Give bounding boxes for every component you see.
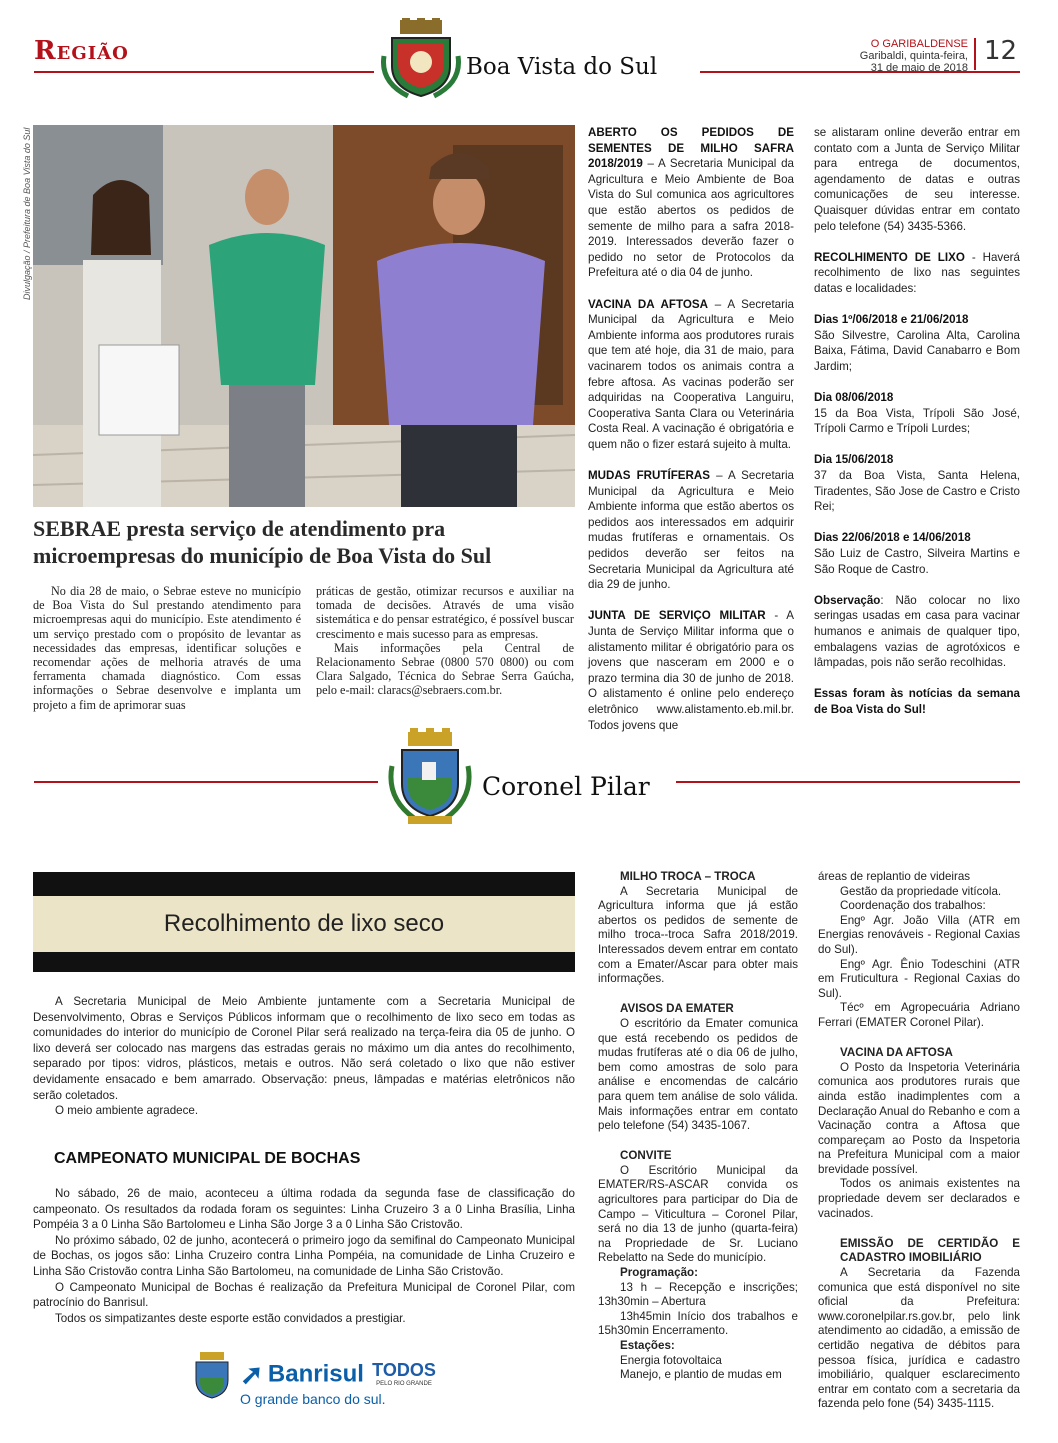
banner-black-top (33, 872, 575, 896)
bochas-paragraph-4: Todos os simpatizantes deste esporte estão convidados a prestigiar. (55, 1311, 406, 1325)
avisos-title: AVISOS DA EMATER (620, 1002, 734, 1016)
lixo-date-4 (814, 530, 1020, 577)
header-rule-left (34, 71, 374, 73)
bvs-closing (814, 686, 1020, 717)
news-lixo-text: - Haverá recolhimento de lixo nas seguintes datas e localidades: (814, 250, 1020, 295)
news-mudas (588, 468, 794, 593)
programacao-1: 13 h – Recepção e inscrições; 13h30min – Abertura (598, 1280, 798, 1309)
col4-line-1: áreas de replantio de videiras (818, 870, 971, 883)
sebrae-paragraph-1: No dia 28 de maio, o Sebrae esteve no município de Boa Vista do Sul prestando atendimento para microempresas aqui do município. Este atendimento é um serviço prestado com o propósito de levantar as necessidades das empresas, identificar soluções e recomendar ações de melhoria através de uma ferramenta chamada diagnóstico. Com essas informações o Sebrae desenvolve e implanta um projeto a fim de aprimorar suas (33, 584, 301, 712)
news-junta (588, 608, 794, 733)
headline-line-1: SEBRAE presta serviço de atendimento pra (33, 516, 446, 541)
coronel-city-title: Coronel Pilar (482, 772, 650, 801)
vacina-text: O Posto da Inspetoria Veterinária comunica aos produtores rurais que ainda estão inadimplentes com a Declaração Anual do Rebanho e com a Vacinação contra a Aftosa que compareçam ao Posto da Inspetoria na Prefeitura Municipal com a maior brevidade possível. (818, 1060, 1020, 1176)
lixo-seco-thanks: O meio ambiente agradece. (55, 1104, 199, 1118)
lixo-date-2-text: 15 da Boa Vista, Trípoli São José, Trípoli Carmo e Trípoli Lurdes; (814, 406, 1020, 436)
coronel-rule-right (676, 781, 1020, 783)
lixo-date-1 (814, 312, 1020, 374)
banner-black-bottom (33, 952, 575, 972)
convite-text: O Escritório Municipal da EMATER/RS-ASCAR convida os agricultores para participar do Dia de Campo – Viticultura – Coronel Pilar, será no dia 13 de junho (quarta-feira) na Propriedade de Sr. Luciano Rebelatto na Sede do município. (598, 1163, 798, 1265)
bochas-paragraph-1: No sábado, 26 de maio, aconteceu a última rodada da segunda fase de classificação do campeonato. Os resultados da rodada foram os seguintes: Linha Cruzeiro 3 a 0 Linha Brasília, Linha Pompéia 3 a 0 Linha São Bartolomeu e Linha São Jorge 3 a 0 Linha São Cristovão. (33, 1187, 575, 1232)
bochas-title: CAMPEONATO MUNICIPAL DE BOCHAS (54, 1150, 361, 1167)
programacao-2: 13h45min Início dos trabalhos e 15h30min Encerramento. (598, 1309, 798, 1338)
sebrae-col-1 (33, 584, 301, 712)
masthead (850, 38, 968, 74)
lixo-date-2-title: Dia 08/06/2018 (814, 391, 894, 405)
banner-beige (33, 896, 575, 952)
emissao-title: EMISSÃO DE CERTIDÃO E CADASTRO IMOBILIÁRIO (840, 1236, 1020, 1265)
bvs-news-col-4 (814, 125, 1020, 733)
photo-credit: Divulgação / Prefeitura de Boa Vista do Sul (22, 127, 32, 300)
photo-scene (33, 125, 575, 507)
col4-line-6: Técº em Agropecuária Adriano Ferrari (EMATER Coronel Pilar). (818, 1001, 1020, 1029)
lixo-date-4-text: São Luiz de Castro, Silveira Martins e São Roque de Castro. (814, 547, 1020, 576)
estacoes-2: Manejo, e plantio de mudas em (620, 1368, 782, 1382)
news-sementes-text: – A Secretaria Municipal da Agricultura e Meio Ambiente de Boa Vista do Sul comunica aos agricultores que estão abertos os pedidos de semente de milho para a safra 2018-2019. Interessados deverão fazer o pedido no setor de Protocolos da Prefeitura até o dia 04 de junho. (588, 157, 794, 280)
programacao-title: Programação: (620, 1266, 698, 1280)
coronel-col-4 (818, 870, 1020, 1412)
sebrae-paragraph-2: práticas de gestão, otimizar recursos e auxiliar na tomada de decisões. Através de uma visão sistemática e do pensar estratégico, é possível buscar crescimento e mais sucesso para as empresas. (316, 584, 574, 641)
lixo-date-4-title: Dias 22/06/2018 e 14/06/2018 (814, 531, 971, 545)
lixo-observacao (814, 593, 1020, 671)
banner-title: Recolhimento de lixo seco (163, 910, 445, 937)
banrisul-arrow-icon: ➚ (240, 1359, 264, 1390)
lixo-date-3-text: 37 da Boa Vista, Santa Helena, Tiradentes, São Jose de Castro e Cristo Rei; (814, 469, 1020, 514)
city-title: Boa Vista do Sul (466, 54, 658, 80)
headline-line-2: microempresas do município de Boa Vista do Sul (33, 543, 492, 568)
col4-line-5: Engº Agr. Ênio Todeschini (ATR em Fruticultura - Regional Caxias do Sul). (818, 957, 1020, 1000)
news-vacina (588, 297, 794, 453)
boa-vista-crest-icon (378, 16, 464, 102)
news-sementes-title: ABERTO OS PEDIDOS DE SEMENTES DE MILHO SAFRA 2018/2019 (588, 126, 794, 171)
banrisul-logo (240, 1358, 386, 1407)
news-sementes (588, 125, 794, 281)
dateline-date: 31 de maio de 2018 (870, 62, 968, 74)
lixo-observacao-text: : Não colocar no lixo seringas usadas em casa para vacinar humanos e animais de qualquer tipo, embalagens vazias de agrotóxicos e lâmpadas, pois não serão recolhidas. (814, 593, 1020, 670)
emissao-text: A Secretaria da Fazenda comunica que está disponível no site oficial da Prefeitura: www.coronelpilar.rs.gov.br, pelo link atendimento ao cidadão, a emissão de certidão negativa de débitos para pessoa física, jurídica e cadastro imobiliário, qualquer esclarecimento entrar em contato com a secretaria da fazenda pelo fone (54) 3435-1115. (818, 1266, 1020, 1411)
lixo-date-3 (814, 452, 1020, 514)
lixo-date-3-title: Dia 15/06/2018 (814, 453, 894, 467)
newspaper-name: O GARIBALDENSE (870, 38, 968, 50)
col4-line-4: Engº Agr. João Villa (ATR em Energias renováveis - Regional Caxias do Sul). (818, 913, 1020, 956)
avisos-text: O escritório da Emater comunica que está recebendo os pedidos de mudas frutíferas até o dia 06 de julho, bem como amostras de solo para análise e encomendas de calcário para quem tem análise de solo válida. Mais informações entrar em contato pelo telefone (54) 3435-1067. (598, 1016, 798, 1133)
bochas-paragraph-3: O Campeonato Municipal de Bochas é realização da Prefeitura Municipal de Coronel Pilar, com patrocínio do Banrisul. (33, 1280, 575, 1310)
milho-text: A Secretaria Municipal de Agricultura informa que já estão abertos os pedidos de semente de milho troca--troca Safra 2018/2019. Interessados devem entrar em contato com a Emater/Ascar para obter mais informações. (598, 884, 798, 986)
col4-line-3: Coordenação dos trabalhos: (840, 899, 986, 913)
news-lixo (814, 250, 1020, 297)
col4-line-2: Gestão da propriedade vitícola. (840, 884, 1002, 898)
news-junta-text: - A Junta de Serviço Militar informa que o alistamento militar é obrigatório para os jovens que nasceram em 2000 e o prazo termina dia 30 de junho de 2018. O alistamento é online pelo endereço eletrônico www.alistamento.eb.mil.br. Todos jovens que (588, 609, 794, 732)
junta-continued: se alistaram online deverão entrar em contato com a Junta de Serviço Militar para entrega de documentos, agendamento de datas e outras comunicações de seu interesse. Quaisquer dúvidas entrar em contato pelo telefone (54) 3435-5366. (814, 126, 1020, 233)
lixo-seco-paragraph: A Secretaria Municipal de Meio Ambiente juntamente com a Secretaria Municipal de Desenvolvimento, Obras e Serviços Públicos informam que o recolhimento de lixo seco em todas as comunidades do interior do município de Coronel Pilar será realizado na terça-feira dia 05 de junho. O lixo deverá ser colocado nas margens das estradas gerais no máximo um dia antes do recolhimento, separado por tipos: vidros, plásticos, metais e outros. Não será coletado o lixo que não estiver devidamente ensacado e bem amarrado. Observação: pneus, lâmpadas e matérias eletrônicos não serão coletados. (33, 995, 575, 1102)
dateline-day: Garibaldi, quinta-feira, (859, 50, 968, 62)
vacina-title: VACINA DA AFTOSA (840, 1046, 953, 1060)
sebrae-photo (33, 125, 575, 507)
vacina-text-2: Todos os animais existentes na propriedade devem ser declarados e vacinados. (818, 1177, 1020, 1220)
lixo-seco-article (33, 994, 575, 1119)
news-lixo-title: RECOLHIMENTO DE LIXO (814, 250, 965, 264)
banrisul-slogan: O grande banco do sul. (240, 1391, 386, 1407)
milho-title: MILHO TROCA – TROCA (620, 870, 756, 883)
coronel-rule-left (34, 781, 378, 783)
bochas-article (33, 1186, 575, 1326)
news-mudas-title: MUDAS FRUTÍFERAS (588, 469, 711, 483)
bochas-paragraph-2: No próximo sábado, 02 de junho, acontecerá o primeiro jogo da semifinal do Campeonato Municipal de Bochas, os jogos são: Linha Cruzeiro contra Linha Pompéia, na comunidade de Linha Cruzeiro e Linha São Cristovão contra Linha São Bartolomeu, na comunidade de Linha São Cristovão. (33, 1233, 575, 1278)
todos-text: TODOS (372, 1360, 436, 1380)
news-vacina-title: VACINA DA AFTOSA (588, 297, 708, 311)
page-number: 12 (984, 36, 1018, 66)
lixo-date-1-title: Dias 1º/06/2018 e 21/06/2018 (814, 313, 969, 327)
sebrae-paragraph-3: Mais informações pela Central de Relacionamento Sebrae (0800 570 0800) ou com Clara Salgado, Técnica do Sebrae Serra Gaúcha, pelo e-mail: claracs@sebraers.com.br. (316, 640, 574, 698)
lixo-date-1-text: São Silvestre, Carolina Alta, Carolina Baixa, Fátima, David Canabarro e Bom Jardim; (814, 328, 1020, 373)
page-separator (974, 38, 976, 70)
todos-subtext: PELO RIO GRANDE (376, 1381, 432, 1387)
todos-logo (372, 1360, 436, 1387)
news-vacina-text: – A Secretaria Municipal da Agricultura e Meio Ambiente informa aos produtores rurais que tem até hoje, dia 31 de maio, para vacinarem todos os animais contra a febre aftosa. As vacinas poderão ser adquiridas na Cooperativa Languiru, Cooperativa Santa Clara ou Veterinária Costa Real. A vacinação é obrigatória e quem não o fizer estará sujeito à multa. (588, 297, 794, 451)
lixo-date-2 (814, 390, 1020, 437)
lixo-observacao-title: Observação (814, 593, 881, 607)
estacoes-title: Estações: (620, 1339, 675, 1352)
news-junta-title: JUNTA DE SERVIÇO MILITAR (588, 609, 766, 623)
coronel-pilar-crest-icon (384, 728, 476, 828)
banrisul-name: Banrisul (267, 1360, 364, 1388)
coronel-pilar-small-crest-icon (190, 1350, 234, 1402)
section-title: Região (34, 36, 129, 66)
convite-title: CONVITE (620, 1149, 672, 1163)
sebrae-headline (33, 515, 593, 569)
bvs-closing-text: Essas foram às notícias da semana de Boa Vista do Sul! (814, 687, 1020, 716)
bvs-news-col-3 (588, 125, 794, 749)
estacoes-1: Energia fotovoltaica (620, 1353, 722, 1367)
news-mudas-text: – A Secretaria Municipal da Agricultura e Meio Ambiente informa que estão abertos os pedidos aos interessados em adquirir mudas frutíferas e ornamentais. Os pedidos deverão ser feitos na Secretaria Municipal da Agricultura até dia 29 de junho. (588, 469, 794, 592)
sebrae-col-2 (316, 584, 574, 698)
coronel-col-3 (598, 870, 798, 1383)
